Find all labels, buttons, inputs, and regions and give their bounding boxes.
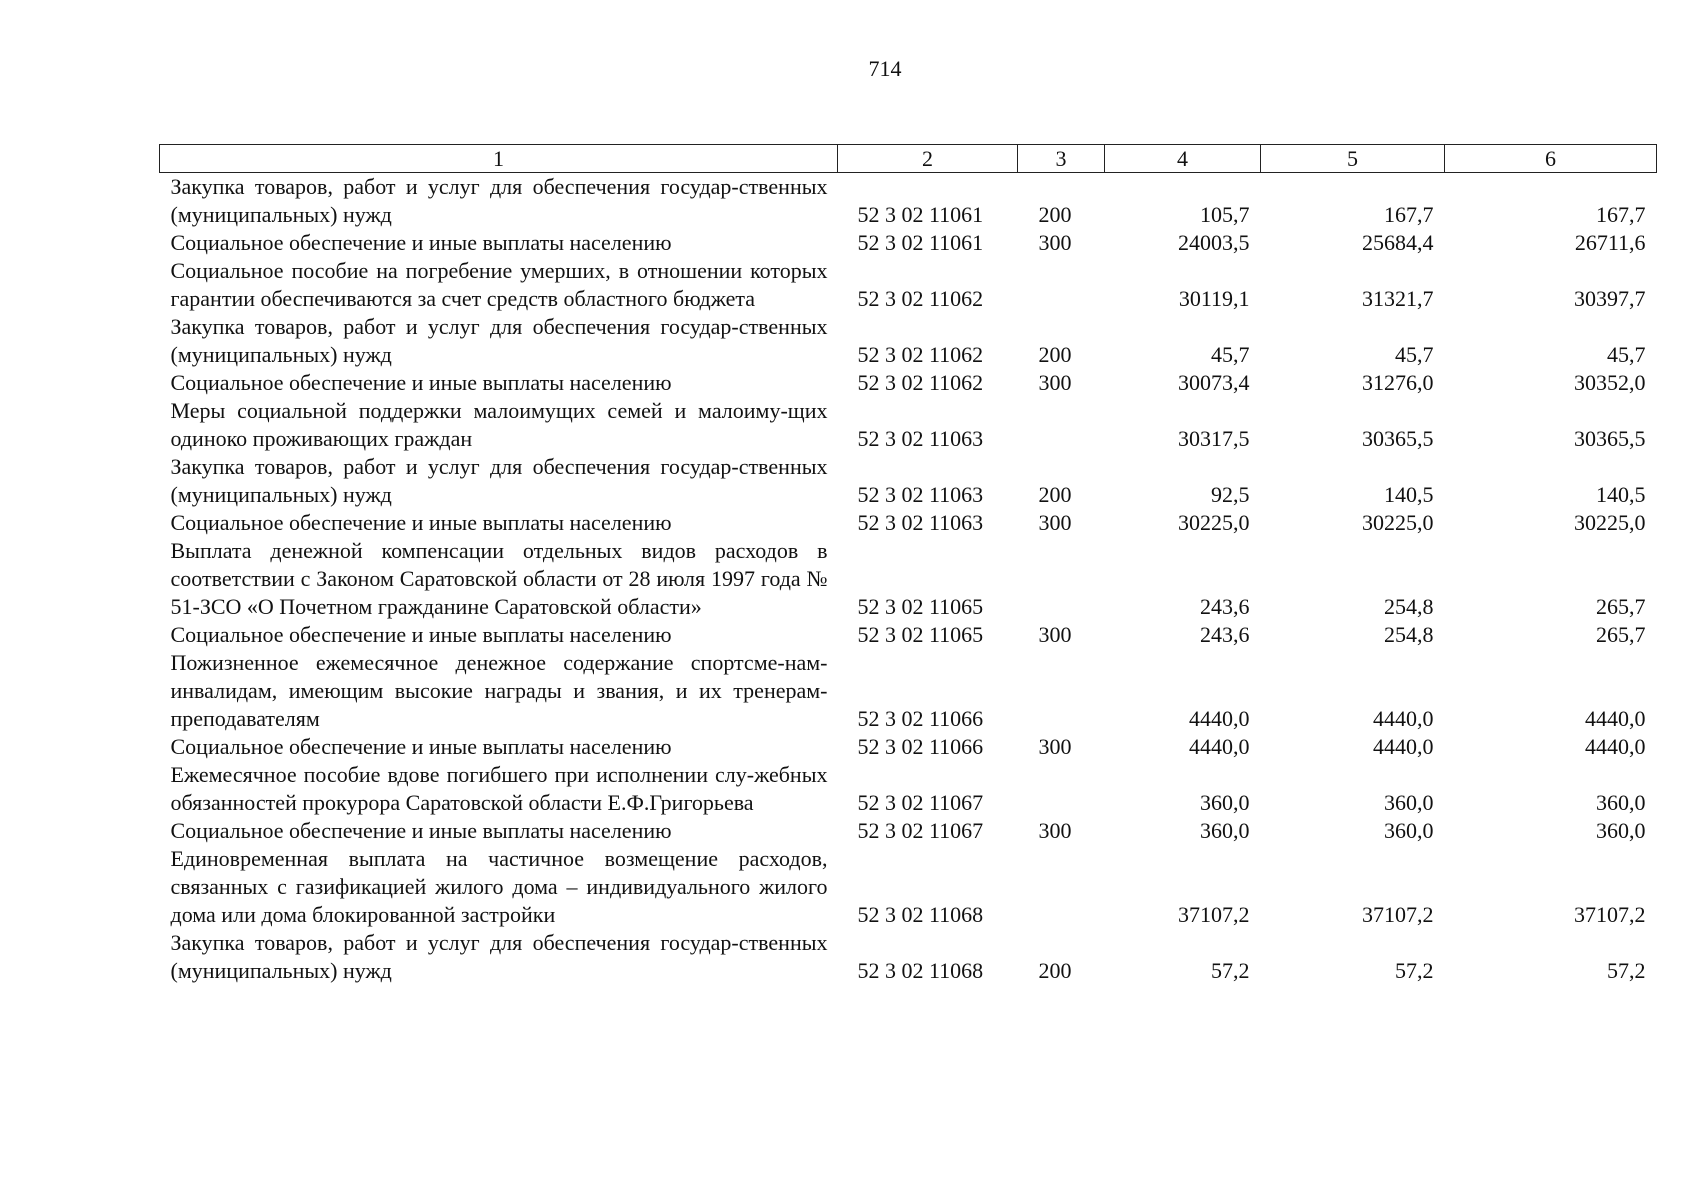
row-value-col5: 30365,5 xyxy=(1362,426,1434,451)
row-expense-type xyxy=(1018,537,1105,621)
row-expense-type: 300 xyxy=(1038,510,1072,535)
table-row xyxy=(160,733,1657,761)
row-name: Социальное обеспечение и иные выплаты населению xyxy=(170,734,672,759)
row-code: 52 3 02 11068 xyxy=(857,958,984,983)
row-value-col6: 4440,0 xyxy=(1585,706,1646,731)
row-expense-type xyxy=(1018,257,1105,313)
table-row xyxy=(160,397,1657,453)
table-row xyxy=(160,621,1657,649)
row-value-col4: 243,6 xyxy=(1200,622,1250,647)
row-value-col4: 24003,5 xyxy=(1178,230,1250,255)
row-value-col5: 4440,0 xyxy=(1373,706,1434,731)
row-value-col4: 30073,4 xyxy=(1178,370,1250,395)
row-code: 52 3 02 11061 xyxy=(857,230,984,255)
row-value-col5: 31321,7 xyxy=(1362,286,1434,311)
table-row xyxy=(160,761,1657,817)
row-name: Пожизненное ежемесячное денежное содержание спортсме-нам-инвалидам, имеющим высокие награды и звания, и их тренерам-преподавателям xyxy=(170,650,828,731)
row-value-col5: 254,8 xyxy=(1384,594,1434,619)
table-row xyxy=(160,173,1657,230)
row-value-col4: 360,0 xyxy=(1200,818,1250,843)
row-name: Социальное обеспечение и иные выплаты населению xyxy=(170,370,672,395)
row-value-col5: 360,0 xyxy=(1384,790,1434,815)
row-expense-type xyxy=(1018,397,1105,453)
row-name: Закупка товаров, работ и услуг для обеспечения государ-ственных (муниципальных) нужд xyxy=(170,174,828,227)
header-row xyxy=(160,145,1657,173)
row-name: Закупка товаров, работ и услуг для обеспечения государ-ственных (муниципальных) нужд xyxy=(170,454,828,507)
row-expense-type xyxy=(1018,649,1105,733)
row-value-col6: 57,2 xyxy=(1607,958,1646,983)
row-value-col5: 25684,4 xyxy=(1362,230,1434,255)
row-value-col6: 30352,0 xyxy=(1574,370,1646,395)
row-value-col4: 45,7 xyxy=(1211,342,1250,367)
row-value-col6: 30225,0 xyxy=(1574,510,1646,535)
row-code: 52 3 02 11062 xyxy=(857,342,984,367)
row-expense-type: 200 xyxy=(1038,958,1072,983)
row-code: 52 3 02 11061 xyxy=(857,202,984,227)
row-code: 52 3 02 11065 xyxy=(857,594,984,619)
row-value-col5: 4440,0 xyxy=(1373,734,1434,759)
row-value-col5: 45,7 xyxy=(1395,342,1434,367)
row-value-col4: 243,6 xyxy=(1200,594,1250,619)
row-expense-type: 300 xyxy=(1038,818,1072,843)
row-value-col4: 37107,2 xyxy=(1178,902,1250,927)
row-value-col5: 167,7 xyxy=(1384,202,1434,227)
row-expense-type xyxy=(1018,845,1105,929)
row-value-col4: 105,7 xyxy=(1200,202,1250,227)
table-row xyxy=(160,453,1657,509)
table-row xyxy=(160,845,1657,929)
row-value-col6: 37107,2 xyxy=(1574,902,1646,927)
column-header-1: 1 xyxy=(160,145,838,173)
row-code: 52 3 02 11066 xyxy=(857,734,984,759)
row-value-col4: 57,2 xyxy=(1211,958,1250,983)
row-code: 52 3 02 11063 xyxy=(857,426,984,451)
row-value-col4: 30119,1 xyxy=(1178,286,1250,311)
row-value-col6: 360,0 xyxy=(1596,790,1646,815)
table-row xyxy=(160,257,1657,313)
row-value-col6: 45,7 xyxy=(1607,342,1646,367)
table-row xyxy=(160,509,1657,537)
row-code: 52 3 02 11067 xyxy=(857,790,984,815)
row-value-col6: 265,7 xyxy=(1596,622,1646,647)
column-header-6: 6 xyxy=(1445,145,1657,173)
row-expense-type: 300 xyxy=(1038,622,1072,647)
row-value-col5: 30225,0 xyxy=(1362,510,1434,535)
row-value-col6: 167,7 xyxy=(1596,202,1646,227)
row-name: Социальное обеспечение и иные выплаты населению xyxy=(170,622,672,647)
row-code: 52 3 02 11063 xyxy=(857,510,984,535)
row-name: Социальное обеспечение и иные выплаты населению xyxy=(170,818,672,843)
row-value-col6: 140,5 xyxy=(1596,482,1646,507)
row-code: 52 3 02 11068 xyxy=(857,902,984,927)
row-expense-type: 300 xyxy=(1038,230,1072,255)
page-number: 714 xyxy=(868,56,902,81)
row-name: Единовременная выплата на частичное возмещение расходов, связанных с газификацией жилого дома – индивидуального жилого дома или дома блокированной застройки xyxy=(170,846,828,927)
table-row xyxy=(160,369,1657,397)
row-name: Социальное обеспечение и иные выплаты населению xyxy=(170,230,672,255)
column-header-3: 3 xyxy=(1018,145,1105,173)
column-header-5: 5 xyxy=(1261,145,1445,173)
table-row xyxy=(160,537,1657,621)
table-row xyxy=(160,817,1657,845)
column-header-2: 2 xyxy=(838,145,1018,173)
row-expense-type: 300 xyxy=(1038,370,1072,395)
row-value-col6: 26711,6 xyxy=(1574,230,1646,255)
row-expense-type: 200 xyxy=(1038,202,1072,227)
row-value-col4: 4440,0 xyxy=(1189,706,1250,731)
row-value-col5: 360,0 xyxy=(1384,818,1434,843)
row-code: 52 3 02 11062 xyxy=(857,286,984,311)
table-header xyxy=(160,145,1657,173)
row-value-col6: 4440,0 xyxy=(1585,734,1646,759)
row-expense-type: 200 xyxy=(1038,482,1072,507)
row-code: 52 3 02 11062 xyxy=(857,370,984,395)
row-code: 52 3 02 11066 xyxy=(857,706,984,731)
row-value-col5: 254,8 xyxy=(1384,622,1434,647)
row-code: 52 3 02 11065 xyxy=(857,622,984,647)
row-value-col6: 265,7 xyxy=(1596,594,1646,619)
row-value-col5: 31276,0 xyxy=(1362,370,1434,395)
row-name: Закупка товаров, работ и услуг для обеспечения государ-ственных (муниципальных) нужд xyxy=(170,930,828,983)
row-value-col5: 140,5 xyxy=(1384,482,1434,507)
row-value-col5: 57,2 xyxy=(1395,958,1434,983)
row-name: Социальное пособие на погребение умерших, в отношении которых гарантии обеспечиваются за счет средств областного бюджета xyxy=(170,258,828,311)
row-name: Закупка товаров, работ и услуг для обеспечения государ-ственных (муниципальных) нужд xyxy=(170,314,828,367)
table-row xyxy=(160,229,1657,257)
row-name: Социальное обеспечение и иные выплаты населению xyxy=(170,510,672,535)
row-name: Ежемесячное пособие вдове погибшего при исполнении слу-жебных обязанностей прокурора Саратовской области Е.Ф.Григорьева xyxy=(170,762,828,815)
row-name: Выплата денежной компенсации отдельных видов расходов в соответствии с Законом Саратовской области от 28 июля 1997 года № 51-ЗСО «О Почетном гражданине Саратовской области» xyxy=(170,538,828,619)
row-value-col4: 360,0 xyxy=(1200,790,1250,815)
row-code: 52 3 02 11067 xyxy=(857,818,984,843)
row-value-col4: 30225,0 xyxy=(1178,510,1250,535)
row-code: 52 3 02 11063 xyxy=(857,482,984,507)
column-header-4: 4 xyxy=(1105,145,1261,173)
row-value-col6: 360,0 xyxy=(1596,818,1646,843)
table-row xyxy=(160,313,1657,369)
row-value-col6: 30365,5 xyxy=(1574,426,1646,451)
row-value-col4: 30317,5 xyxy=(1178,426,1250,451)
row-expense-type xyxy=(1018,761,1105,817)
row-value-col5: 37107,2 xyxy=(1362,902,1434,927)
row-value-col4: 4440,0 xyxy=(1189,734,1250,759)
row-value-col6: 30397,7 xyxy=(1574,286,1646,311)
table-row xyxy=(160,649,1657,733)
row-name: Меры социальной поддержки малоимущих семей и малоиму-щих одиноко проживающих граждан xyxy=(170,398,828,451)
table-body xyxy=(160,173,1657,986)
row-value-col4: 92,5 xyxy=(1211,482,1250,507)
budget-table xyxy=(159,144,1657,985)
row-expense-type: 300 xyxy=(1038,734,1072,759)
row-expense-type: 200 xyxy=(1038,342,1072,367)
table-row xyxy=(160,929,1657,985)
